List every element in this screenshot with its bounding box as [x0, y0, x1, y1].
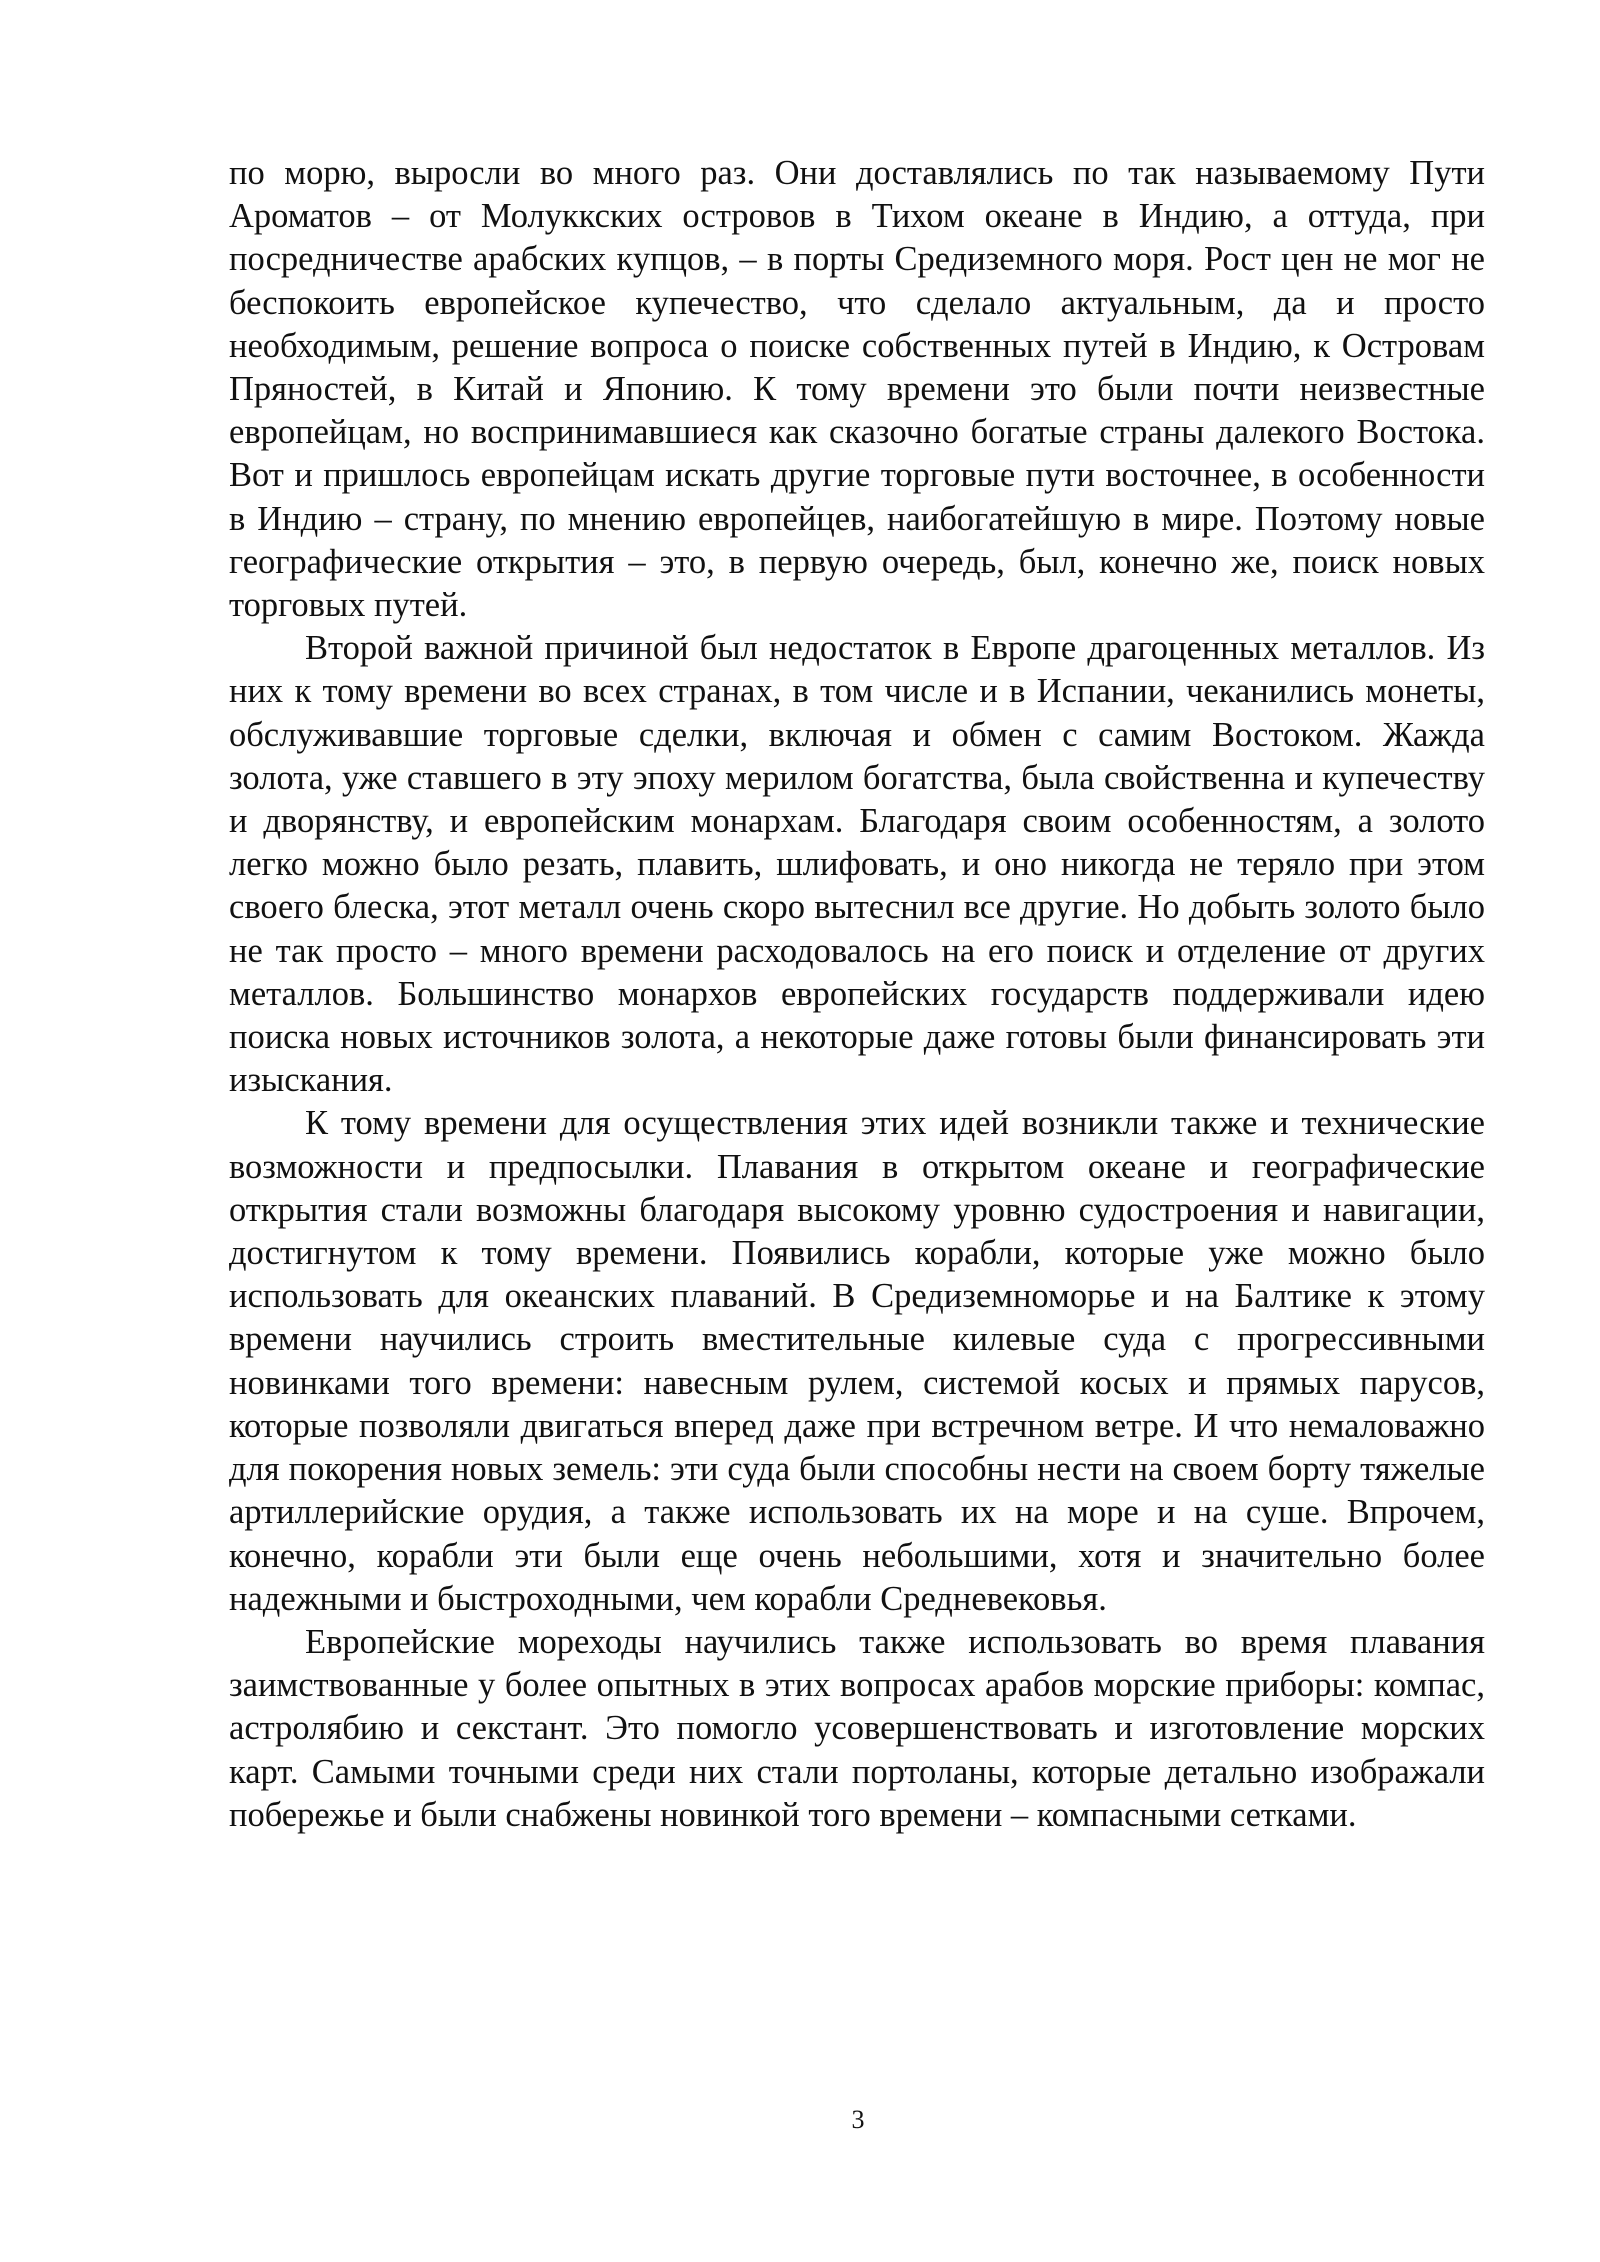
- paragraph-3: К тому времени для осуществления этих идей возникли также и технические возможности и предпосылки. Плавания в открытом океане и географические открытия стали возможны благодаря высокому уровню судостроения и навигации, достигнутом к тому времени. Появились корабли, которые уже можно было использовать для океанских плаваний. В Средиземноморье и на Балтике к этому времени научились строить вместительные килевые суда с прогрессивными новинками того времени: навесным рулем, системой косых и прямых парусов, которые позволяли двигаться вперед даже при встречном ветре. И что немаловажно для покорения новых земель: эти суда были способны нести на своем борту тяжелые артиллерийские орудия, а также использовать их на море и на суше. Впрочем, конечно, корабли эти были еще очень небольшими, хотя и значительно более надежными и быстроходными, чем корабли Средневековья.: [229, 1104, 1485, 1618]
- paragraph-2: Второй важной причиной был недостаток в Европе драгоценных металлов. Из них к тому времени во всех странах, в том числе и в Испании, чеканились монеты, обслуживавшие торговые сделки, включая и обмен с самим Востоком. Жажда золота, уже ставшего в эту эпоху мерилом богатства, была свойственна и купечеству и дворянству, и европейским монархам. Благодаря своим особенностям, а золото легко можно было резать, плавить, шлифовать, и оно никогда не теряло при этом своего блеска, этот металл очень скоро вытеснил все другие. Но добыть золото было не так просто – много времени расходовалось на его поиск и отделение от других металлов. Большинство монархов европейских государств поддерживали идею поиска новых источников золота, а некоторые даже готовы были финансировать эти изыскания.: [229, 629, 1485, 1100]
- document-body: [229, 152, 1485, 1837]
- page-number: 3: [851, 2105, 865, 2134]
- paragraph-4: Европейские мореходы научились также использовать во время плавания заимствованные у более опытных в этих вопросах арабов морские приборы: компас, астролябию и секстант. Это помогло усовершенствовать и изготовление морских карт. Самыми точными среди них стали портоланы, которые детально изображали побережье и были снабжены новинкой того времени – компасными сетками.: [229, 1622, 1485, 1834]
- paragraph-1: по морю, выросли во много раз. Они доставлялись по так называемому Пути Ароматов – от Молуккских островов в Тихом океане в Индию, а оттуда, при посредничестве арабских купцов, – в порты Средиземного моря. Рост цен не мог не беспокоить европейское купечество, что сделало актуальным, да и просто необходимым, решение вопроса о поиске собственных путей в Индию, к Островам Пряностей, в Китай и Японию. К тому времени это были почти неизвестные европейцам, но воспринимавшиеся как сказочно богатые страны далекого Востока. Вот и пришлось европейцам искать другие торговые пути восточнее, в особенности в Индию – страну, по мнению европейцев, наибогатейшую в мире. Поэтому новые географические открытия – это, в первую очередь, был, конечно же, поиск новых торговых путей.: [229, 154, 1485, 625]
